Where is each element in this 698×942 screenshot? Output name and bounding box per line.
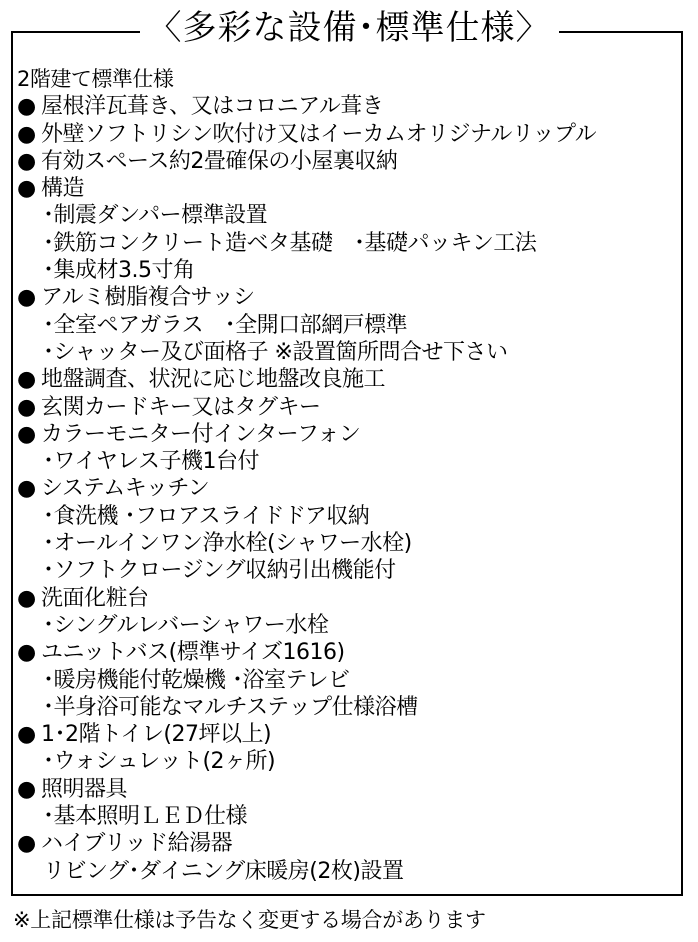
bullet-icon: ● <box>17 421 36 447</box>
bullet-icon: ● <box>17 394 36 420</box>
spec-subitem: ･基本照明ＬＥＤ仕様 <box>43 804 248 830</box>
bullet-icon: ● <box>17 831 36 857</box>
spec-item-text: 照明器具 <box>41 776 128 802</box>
bullet-icon: ● <box>17 476 36 502</box>
spec-item <box>17 721 677 748</box>
spec-item-text: 構造 <box>41 176 85 202</box>
bullet-icon: ● <box>17 94 36 120</box>
spec-item-text: 玄関カードキー又はタグキー <box>41 394 321 420</box>
spec-item-text: 有効スペース約2畳確保の小屋裏収納 <box>41 148 398 174</box>
spec-subitem: ･食洗機 ･フロアスライドドア収納 <box>43 503 370 529</box>
spec-item <box>17 175 677 202</box>
spec-item <box>17 830 677 857</box>
spec-item <box>17 639 677 666</box>
bullet-icon: ● <box>17 285 36 311</box>
bullet-icon: ● <box>17 121 36 147</box>
spec-item-text: カラーモニター付インターフォン <box>41 421 361 447</box>
spec-item-text: 屋根洋瓦葺き、又はコロニアル葺き <box>41 94 384 120</box>
page-title: 〈多彩な設備･標準仕様〉 <box>140 8 559 48</box>
spec-item <box>17 394 677 421</box>
bullet-icon: ● <box>17 148 36 174</box>
spec-subitem: ･シャッター及び面格子 ※設置箇所問合せ下さい <box>43 339 508 365</box>
spec-subitem: ･ワイヤレス子機1台付 <box>43 449 259 475</box>
footnote: ※上記標準仕様は予告なく変更する場合があります <box>13 908 486 932</box>
spec-subitem: ･集成材3.5寸角 <box>43 258 195 284</box>
spec-subitem: ･暖房機能付乾燥機 ･浴室テレビ <box>43 667 350 693</box>
spec-subitem: ･ウォシュレット(2ヶ所) <box>43 749 276 775</box>
spec-item-text: アルミ樹脂複合サッシ <box>41 285 255 311</box>
bullet-icon: ● <box>17 776 36 802</box>
spec-item-text: 1･2階トイレ(27坪以上) <box>41 722 272 748</box>
spec-item <box>17 93 677 120</box>
bullet-icon: ● <box>17 367 36 393</box>
spec-item-text: 洗面化粧台 <box>41 585 149 611</box>
spec-item <box>17 475 677 502</box>
spec-item <box>17 366 677 393</box>
spec-subitem: ･半身浴可能なマルチステップ仕様浴槽 <box>43 694 418 720</box>
bullet-icon: ● <box>17 722 36 748</box>
spec-item-text: 外壁ソフトリシン吹付け又はイーカムオリジナルリップル <box>41 121 597 147</box>
spec-heading: 2階建て標準仕様 <box>17 67 174 91</box>
spec-list <box>17 66 677 885</box>
spec-item-text: ハイブリッド給湯器 <box>41 831 233 857</box>
spec-item <box>17 121 677 148</box>
spec-item <box>17 585 677 612</box>
spec-item <box>17 776 677 803</box>
spec-subitem: ･鉄筋コンクリート造ベタ基礎 ･基礎パッキン工法 <box>43 230 537 256</box>
bullet-icon: ● <box>17 640 36 666</box>
spec-subitem: ･ソフトクロージング収納引出機能付 <box>43 558 396 584</box>
spec-subitem: ･制震ダンパー標準設置 <box>43 203 268 229</box>
spec-item-text: ユニットバス(標準サイズ1616) <box>41 640 345 666</box>
spec-item <box>17 148 677 175</box>
spec-subitem: ･オールインワン浄水栓(シャワー水栓) <box>43 531 412 557</box>
bullet-icon: ● <box>17 176 36 202</box>
spec-item-text: システムキッチン <box>41 476 210 502</box>
spec-item <box>17 284 677 311</box>
bullet-icon: ● <box>17 585 36 611</box>
spec-item-text: 地盤調査、状況に応じ地盤改良施工 <box>41 367 386 393</box>
spec-subitem: ･シングルレバーシャワー水栓 <box>43 612 329 638</box>
spec-item <box>17 421 677 448</box>
spec-note: リビング･ダイニング床暖房(2枚)設置 <box>43 858 404 884</box>
spec-subitem: ･全室ペアガラス ･全開口部網戸標準 <box>43 312 408 338</box>
title-wrap <box>0 8 698 48</box>
